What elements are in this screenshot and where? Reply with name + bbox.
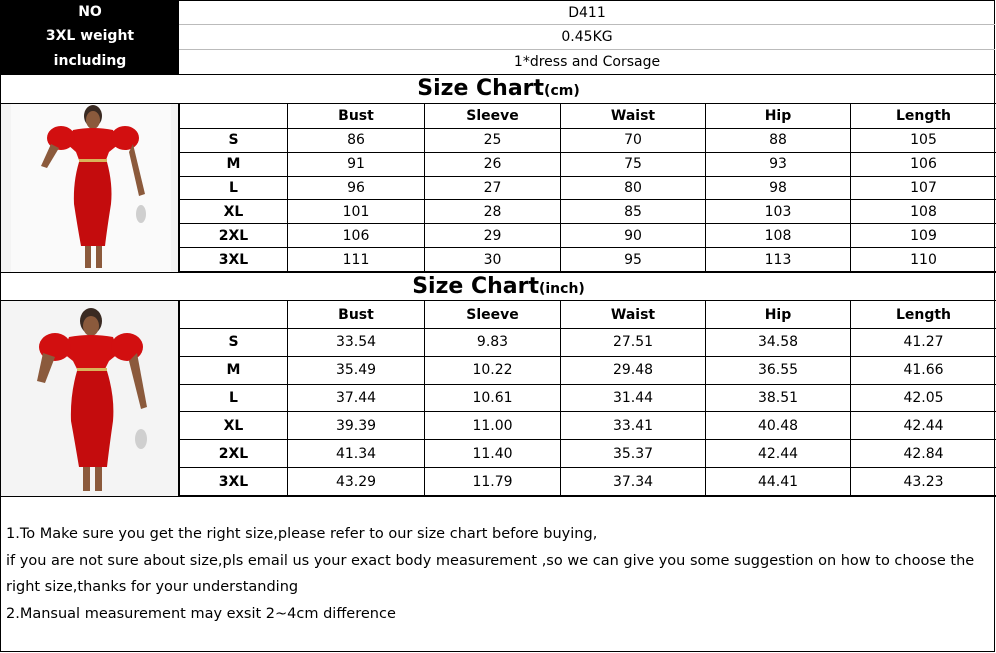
size-table-cm (179, 103, 996, 272)
table-cell: 90 (561, 224, 706, 248)
table-cell: 28 (425, 200, 561, 224)
info-label-weight: 3XL weight (45, 28, 135, 44)
table-cell: 70 (561, 129, 706, 153)
table-row (180, 384, 996, 412)
table-row (180, 152, 996, 176)
dress-photo-cm (1, 104, 179, 272)
table-row (180, 129, 996, 153)
table-cell: 41.34 (288, 440, 425, 468)
table-cell: 42.44 (706, 440, 851, 468)
table-cell: 30 (425, 248, 561, 272)
size-label: 2XL (180, 224, 288, 248)
table-cell: 35.49 (288, 356, 425, 384)
table-cell: 103 (706, 200, 851, 224)
table-cell: 109 (851, 224, 996, 248)
header-cell: Length (851, 104, 996, 129)
divider (1, 496, 996, 497)
note-line: 1.To Make sure you get the right size,please refer to our size chart before buying, (6, 526, 598, 542)
dress-photo-inch (1, 301, 179, 496)
note-line: 2.Mansual measurement may exsit 2~4cm difference (6, 605, 396, 622)
size-table-inch (179, 300, 996, 496)
header-cell: Waist (561, 301, 706, 329)
table-row (180, 248, 996, 272)
table-cell: 11.40 (425, 440, 561, 468)
table-row (180, 224, 996, 248)
size-notes (6, 521, 991, 627)
table-cell: 106 (288, 224, 425, 248)
header-cell: Bust (288, 104, 425, 129)
info-values (179, 1, 996, 74)
table-header-row (180, 104, 996, 129)
header-cell: Hip (706, 301, 851, 329)
table-cell: 29.48 (561, 356, 706, 384)
table-cell: 36.55 (706, 356, 851, 384)
table-cell: 27.51 (561, 329, 706, 357)
table-cell: 31.44 (561, 384, 706, 412)
table-cell: 33.41 (561, 412, 706, 440)
info-labels (1, 1, 179, 74)
product-info (1, 1, 996, 74)
size-label: M (180, 152, 288, 176)
chart-title-text: Size Chart (412, 274, 539, 299)
table-cell: 9.83 (425, 329, 561, 357)
table-cell: 96 (288, 176, 425, 200)
table-row (180, 440, 996, 468)
table-cell: 41.27 (851, 329, 996, 357)
size-label: L (180, 384, 288, 412)
table-cell: 111 (288, 248, 425, 272)
size-label: XL (180, 412, 288, 440)
table-cell: 107 (851, 176, 996, 200)
dress-model-image (1, 301, 178, 496)
table-cell: 88 (706, 129, 851, 153)
table-cell: 11.79 (425, 468, 561, 496)
info-value-including: 1*dress and Corsage (513, 54, 661, 70)
size-label: L (180, 176, 288, 200)
size-label: 2XL (180, 440, 288, 468)
size-label: M (180, 356, 288, 384)
chart-unit: (inch) (538, 281, 585, 297)
table-cell: 33.54 (288, 329, 425, 357)
table-cell: 10.61 (425, 384, 561, 412)
table-cell: 37.44 (288, 384, 425, 412)
size-label: 3XL (180, 248, 288, 272)
chart-title-inch (1, 273, 996, 300)
table-cell: 75 (561, 152, 706, 176)
table-cell: 108 (706, 224, 851, 248)
table-cell: 42.44 (851, 412, 996, 440)
table-cell: 29 (425, 224, 561, 248)
chart-title-text: Size Chart (417, 76, 545, 101)
table-row (180, 412, 996, 440)
size-label: 3XL (180, 468, 288, 496)
size-label: S (180, 329, 288, 357)
note-line: if you are not sure about size,pls email us your exact body measurement ,so we can give you some suggestion on how to choose the right size,thanks for your understanding (6, 552, 975, 595)
table-cell: 34.58 (706, 329, 851, 357)
table-cell: 105 (851, 129, 996, 153)
table-cell: 27 (425, 176, 561, 200)
table-cell: 108 (851, 200, 996, 224)
table-cell: 10.22 (425, 356, 561, 384)
header-cell: Waist (561, 104, 706, 129)
header-cell: Hip (706, 104, 851, 129)
table-row (180, 468, 996, 496)
table-cell: 106 (851, 152, 996, 176)
header-cell: Length (851, 301, 996, 329)
table-cell: 42.84 (851, 440, 996, 468)
table-cell: 41.66 (851, 356, 996, 384)
header-cell (180, 104, 288, 129)
chart-unit: (cm) (544, 83, 580, 99)
dress-model-image (1, 104, 178, 272)
header-cell (180, 301, 288, 329)
table-row (180, 356, 996, 384)
info-value-weight: 0.45KG (179, 25, 995, 50)
table-cell: 44.41 (706, 468, 851, 496)
table-cell: 95 (561, 248, 706, 272)
table-cell: 110 (851, 248, 996, 272)
table-cell: 43.29 (288, 468, 425, 496)
size-label: S (180, 129, 288, 153)
header-cell: Bust (288, 301, 425, 329)
table-cell: 43.23 (851, 468, 996, 496)
table-row (180, 329, 996, 357)
table-cell: 39.39 (288, 412, 425, 440)
table-cell: 80 (561, 176, 706, 200)
chart-title-cm (1, 75, 996, 103)
table-cell: 98 (706, 176, 851, 200)
header-cell: Sleeve (425, 301, 561, 329)
table-cell: 91 (288, 152, 425, 176)
table-cell: 40.48 (706, 412, 851, 440)
info-label-no: NO (78, 4, 102, 20)
table-cell: 38.51 (706, 384, 851, 412)
table-header-row (180, 301, 996, 329)
header-cell: Sleeve (425, 104, 561, 129)
table-cell: 37.34 (561, 468, 706, 496)
info-label-including: including (53, 53, 127, 69)
table-cell: 113 (706, 248, 851, 272)
table-cell: 26 (425, 152, 561, 176)
table-cell: 101 (288, 200, 425, 224)
table-cell: 35.37 (561, 440, 706, 468)
table-row (180, 176, 996, 200)
size-label: XL (180, 200, 288, 224)
table-cell: 85 (561, 200, 706, 224)
info-value-no: D411 (179, 1, 995, 25)
table-cell: 11.00 (425, 412, 561, 440)
table-cell: 86 (288, 129, 425, 153)
table-cell: 42.05 (851, 384, 996, 412)
table-cell: 25 (425, 129, 561, 153)
table-row (180, 200, 996, 224)
table-cell: 93 (706, 152, 851, 176)
